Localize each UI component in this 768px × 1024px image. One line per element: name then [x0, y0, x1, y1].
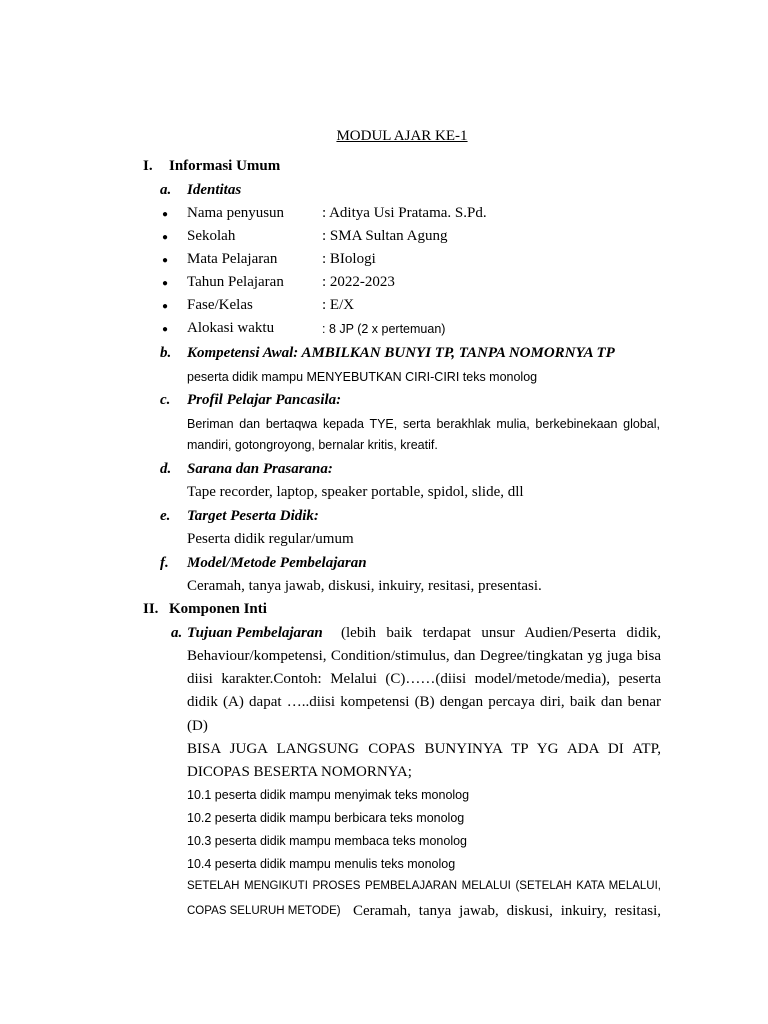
- profil-text-line-2: mandiri, gotongroyong, bernalar kritis, kreatif.: [187, 438, 438, 452]
- sarana-heading: Sarana dan Prasarana:: [187, 461, 333, 477]
- tujuan-caps-line-1: BISA JUGA LANGSUNG COPAS BUNYINYA TP YG ADA DI ATP,: [187, 741, 661, 757]
- section-1-numeral: I.: [143, 158, 153, 174]
- identitas-label: Tahun Pelajaran: [187, 274, 284, 290]
- tujuan-caps-line-2: DICOPAS BESERTA NOMORNYA;: [187, 764, 412, 780]
- identitas-value: : E/X: [322, 297, 355, 313]
- section-2-heading: Komponen Inti: [169, 601, 267, 617]
- profil-text-line-1: Beriman dan bertaqwa kepada TYE, serta berakhlak mulia, berkebinekaan global,: [187, 417, 660, 431]
- tujuan-after-line-2-rest: Ceramah, tanya jawab, diskusi, inkuiry, resitasi,: [353, 903, 661, 919]
- identitas-letter: a.: [160, 182, 172, 198]
- bullet-icon: ●: [162, 232, 169, 243]
- profil-letter: c.: [160, 392, 171, 408]
- tujuan-text-line-5: (D): [187, 718, 208, 734]
- tujuan-text-line-4: didik (A) dapat …..diisi kompetensi (B) dengan percaya diri, baik dan benar: [187, 694, 661, 710]
- identitas-heading: Identitas: [187, 182, 242, 198]
- tujuan-text-line-1: (lebih baik terdapat unsur Audien/Peserta didik,: [341, 625, 661, 641]
- tujuan-list-item: 10.3 peserta didik mampu membaca teks monolog: [187, 834, 468, 848]
- tujuan-text-line-3: diisi karakter.Contoh: Melalui (C)……(diisi model/metode/media), peserta: [187, 671, 661, 687]
- identitas-label: Sekolah: [187, 228, 236, 244]
- section-1-heading: Informasi Umum: [169, 158, 281, 174]
- kompetensi-heading: Kompetensi Awal: AMBILKAN BUNYI TP, TANPA NOMORNYA TP: [187, 345, 615, 361]
- page-title: MODUL AJAR KE-1: [336, 128, 468, 144]
- identitas-label: Nama penyusun: [187, 205, 285, 221]
- section-2-numeral: II.: [143, 601, 159, 617]
- bullet-icon: ●: [162, 278, 169, 289]
- tujuan-list-item: 10.1 peserta didik mampu menyimak teks monolog: [187, 788, 470, 802]
- tujuan-text-line-2: Behaviour/kompetensi, Condition/stimulus, dan Degree/tingkatan yg juga bisa: [187, 648, 661, 664]
- identitas-value: : Aditya Usi Pratama. S.Pd.: [322, 205, 487, 221]
- sarana-letter: d.: [160, 461, 172, 477]
- tujuan-list-item: 10.2 peserta didik mampu berbicara teks monolog: [187, 811, 465, 825]
- bullet-icon: ●: [162, 209, 169, 220]
- tujuan-heading: Tujuan Pembelajaran: [187, 625, 323, 641]
- kompetensi-letter: b.: [160, 345, 172, 361]
- model-heading: Model/Metode Pembelajaran: [187, 555, 367, 571]
- target-text: Peserta didik regular/umum: [187, 531, 354, 547]
- identitas-value: : SMA Sultan Agung: [322, 228, 448, 244]
- identitas-label: Mata Pelajaran: [187, 251, 278, 267]
- sarana-text: Tape recorder, laptop, speaker portable, spidol, slide, dll: [187, 484, 524, 500]
- identitas-value: : 2022-2023: [322, 274, 395, 290]
- identitas-label: Fase/Kelas: [187, 297, 253, 313]
- bullet-icon: ●: [162, 255, 169, 266]
- kompetensi-text: peserta didik mampu MENYEBUTKAN CIRI-CIRI teks monolog: [187, 370, 538, 384]
- tujuan-list-item: 10.4 peserta didik mampu menulis teks monolog: [187, 857, 456, 871]
- target-letter: e.: [160, 508, 171, 524]
- identitas-value: : BIologi: [322, 251, 376, 267]
- profil-heading: Profil Pelajar Pancasila:: [187, 392, 342, 408]
- tujuan-letter: a.: [171, 625, 183, 641]
- bullet-icon: ●: [162, 301, 169, 312]
- tujuan-after-line-2-prefix: COPAS SELURUH METODE): [187, 905, 341, 917]
- bullet-icon: ●: [162, 324, 169, 335]
- model-letter: f.: [160, 555, 169, 571]
- model-text: Ceramah, tanya jawab, diskusi, inkuiry, resitasi, presentasi.: [187, 578, 542, 594]
- identitas-label: Alokasi waktu: [187, 320, 275, 336]
- tujuan-after-line-1: SETELAH MENGIKUTI PROSES PEMBELAJARAN MELALUI (SETELAH KATA MELALUI,: [187, 880, 661, 892]
- target-heading: Target Peserta Didik:: [187, 508, 319, 524]
- identitas-value: : 8 JP (2 x pertemuan): [322, 322, 446, 336]
